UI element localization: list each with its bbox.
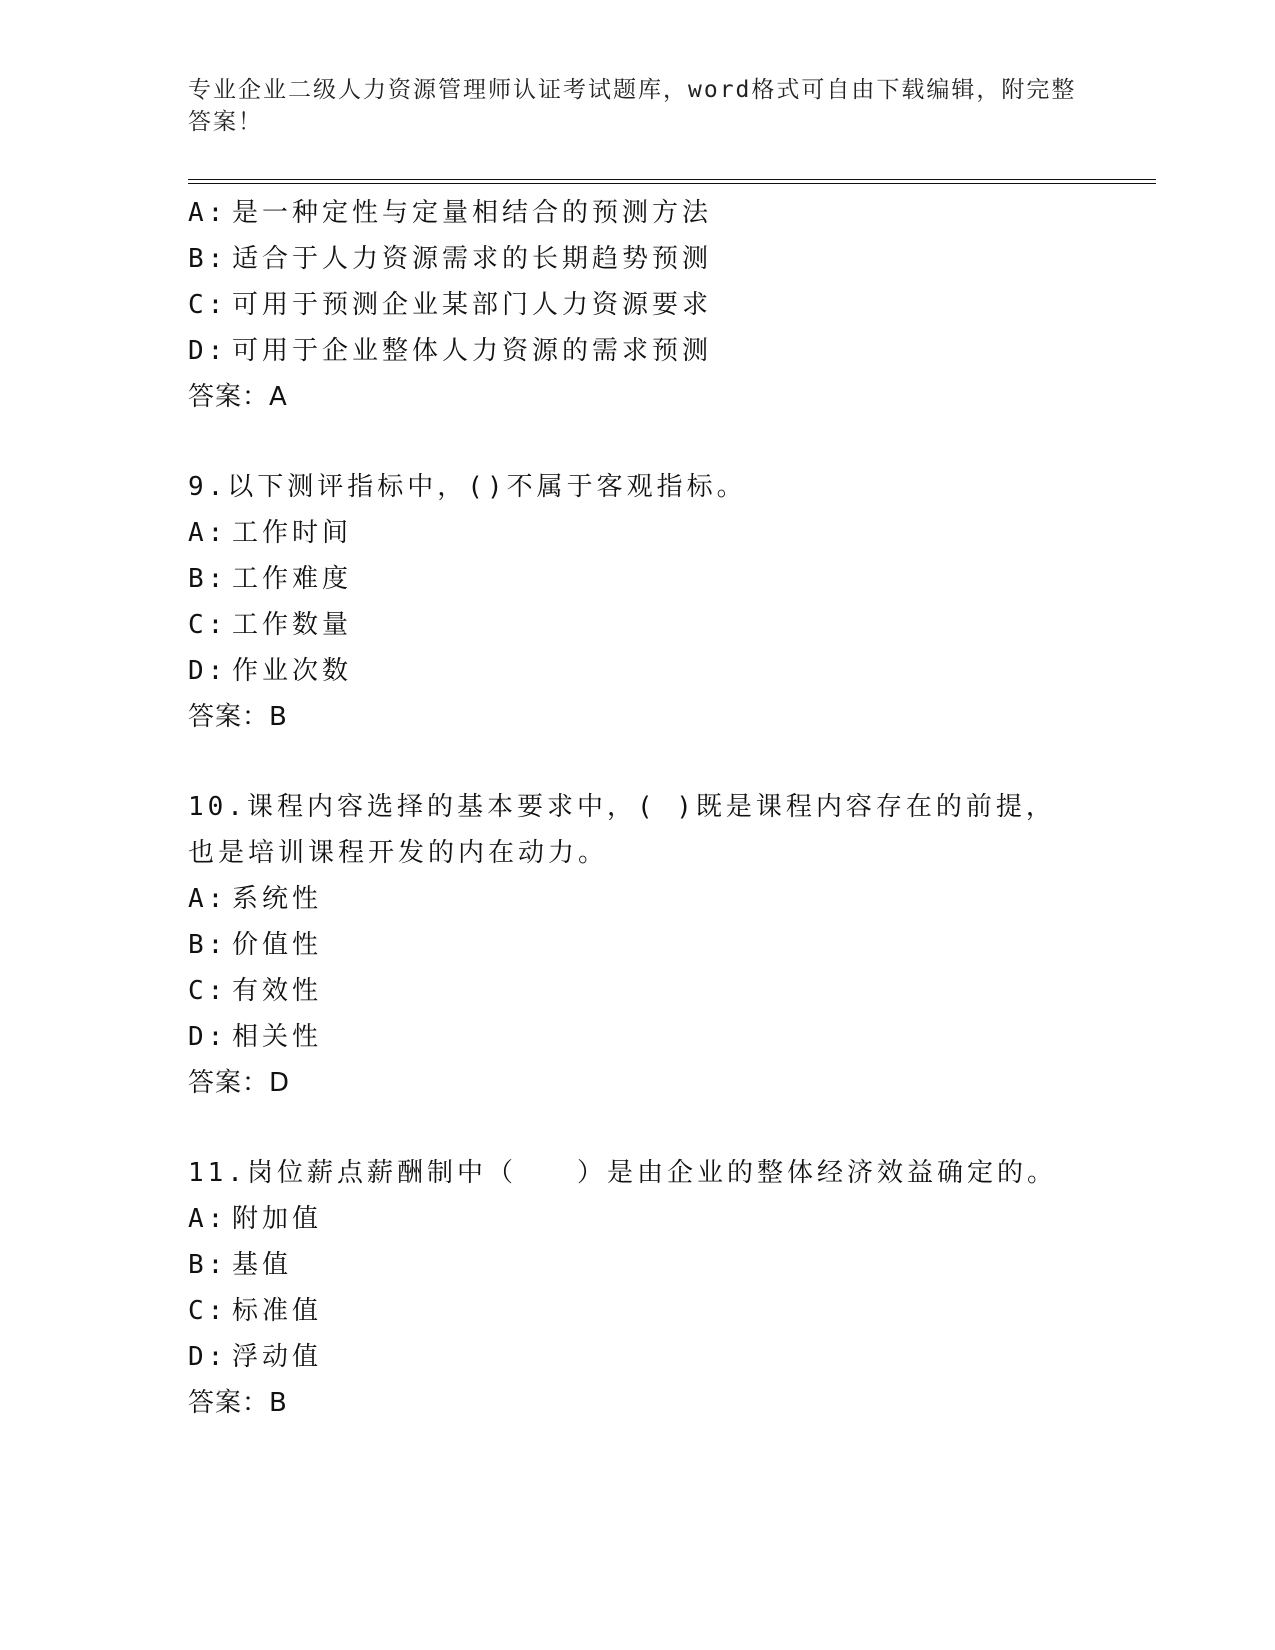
- option-b: [188, 236, 1088, 282]
- option-d: [188, 328, 1088, 374]
- option-label: A:: [188, 884, 228, 914]
- option-text: 价值性: [232, 930, 323, 960]
- option-text: 适合于人力资源需求的长期趋势预测: [232, 244, 713, 274]
- option-label: B:: [188, 1250, 228, 1280]
- option-a: [188, 1196, 1088, 1242]
- option-text: 可用于预测企业某部门人力资源要求: [232, 290, 713, 320]
- option-d: [188, 1334, 1088, 1380]
- option-text: 有效性: [232, 976, 323, 1006]
- option-text: 可用于企业整体人力资源的需求预测: [232, 336, 713, 366]
- option-d: [188, 1014, 1088, 1060]
- option-c: [188, 968, 1088, 1014]
- answer-line: 答案：D: [188, 1068, 291, 1098]
- question-block: [188, 784, 1088, 1106]
- option-text: 工作难度: [232, 564, 353, 594]
- option-label: C:: [188, 290, 228, 320]
- option-label: B:: [188, 564, 228, 594]
- spacer: [188, 740, 1088, 784]
- question-text: 10.课程内容选择的基本要求中，( )既是课程内容存在的前提，也是培训课程开发的内在动力。: [188, 792, 1056, 868]
- option-b: [188, 922, 1088, 968]
- option-text: 作业次数: [232, 656, 353, 686]
- header-divider-top: [188, 179, 1156, 180]
- option-label: D:: [188, 656, 228, 686]
- option-label: B:: [188, 930, 228, 960]
- option-b: [188, 1242, 1088, 1288]
- option-a: [188, 190, 1088, 236]
- question-list: [188, 190, 1088, 1426]
- option-text: 附加值: [232, 1204, 323, 1234]
- option-label: D:: [188, 336, 228, 366]
- answer-line: 答案：B: [188, 1388, 288, 1418]
- option-c: [188, 602, 1088, 648]
- option-text: 工作时间: [232, 518, 353, 548]
- document-header: 专业企业二级人力资源管理师认证考试题库，word格式可自由下载编辑，附完整答案！: [188, 77, 1077, 135]
- option-c: [188, 1288, 1088, 1334]
- spacer: [188, 1106, 1088, 1150]
- option-label: C:: [188, 610, 228, 640]
- option-label: D:: [188, 1022, 228, 1052]
- option-text: 标准值: [232, 1296, 323, 1326]
- question-block: [188, 464, 1088, 740]
- question-block: [188, 190, 1088, 420]
- option-text: 浮动值: [232, 1342, 323, 1372]
- option-label: C:: [188, 1296, 228, 1326]
- option-text: 基值: [232, 1250, 293, 1280]
- option-text: 系统性: [232, 884, 323, 914]
- option-text: 是一种定性与定量相结合的预测方法: [232, 198, 713, 228]
- question-text: 11.岗位薪点薪酬制中（ ）是由企业的整体经济效益确定的。: [188, 1158, 1057, 1188]
- option-a: [188, 510, 1088, 556]
- spacer: [188, 420, 1088, 464]
- question-text: 9.以下测评指标中，()不属于客观指标。: [188, 472, 747, 502]
- option-label: A:: [188, 198, 228, 228]
- option-label: A:: [188, 518, 228, 548]
- answer-line: 答案：B: [188, 702, 288, 732]
- option-text: 相关性: [232, 1022, 323, 1052]
- question-block: [188, 1150, 1088, 1426]
- option-text: 工作数量: [232, 610, 353, 640]
- option-d: [188, 648, 1088, 694]
- option-label: D:: [188, 1342, 228, 1372]
- option-label: C:: [188, 976, 228, 1006]
- option-label: B:: [188, 244, 228, 274]
- option-label: A:: [188, 1204, 228, 1234]
- answer-line: 答案：A: [188, 382, 288, 412]
- option-b: [188, 556, 1088, 602]
- option-a: [188, 876, 1088, 922]
- header-divider-bottom: [188, 183, 1156, 184]
- option-c: [188, 282, 1088, 328]
